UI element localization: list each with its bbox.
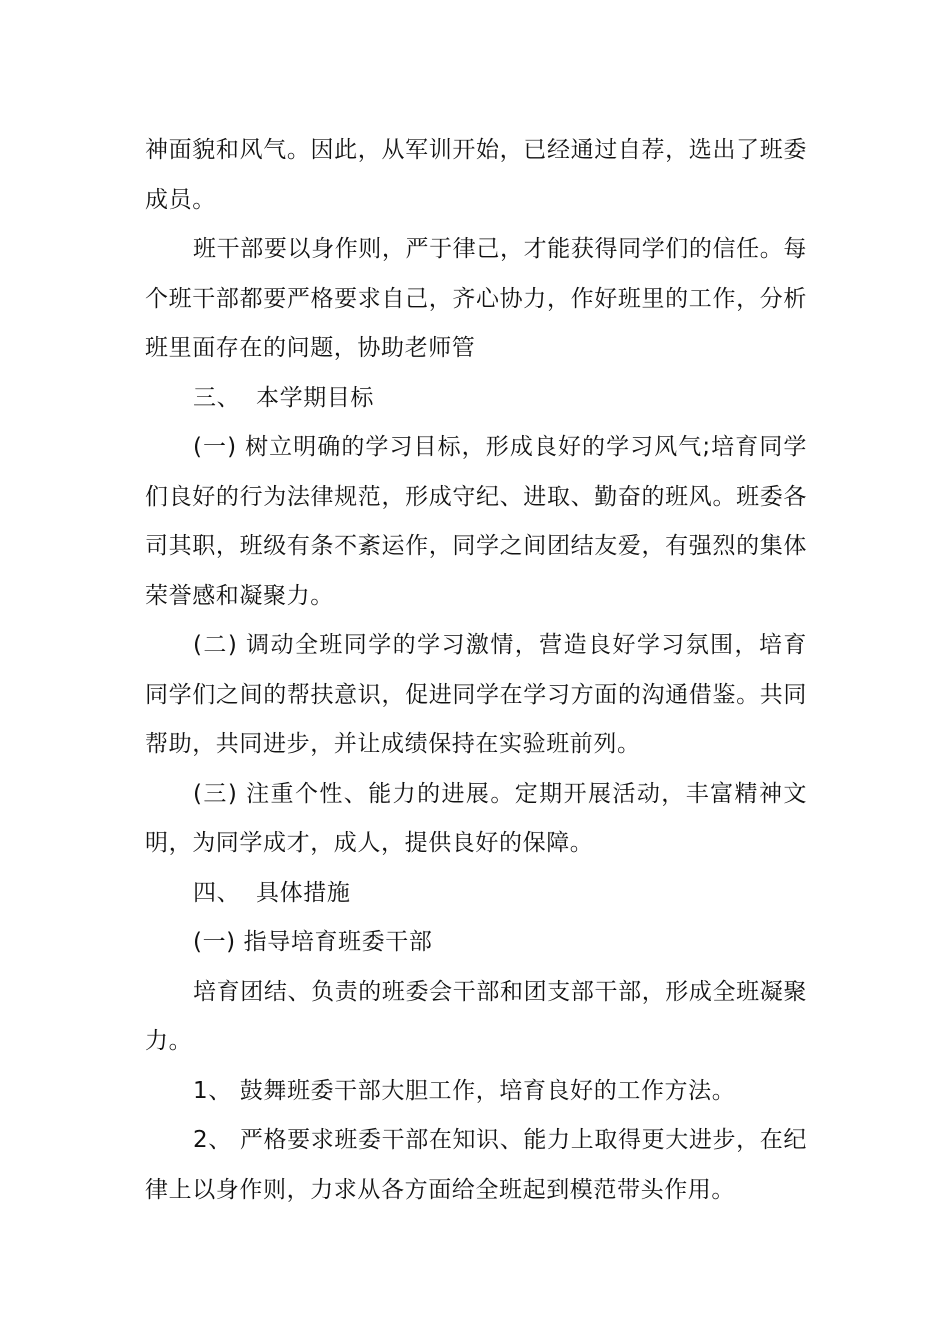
paragraph-goal-3: (三) 注重个性、能力的进展。定期开展活动，丰富精神文明，为同学成才，成人，提供良好的保障。 [145,780,807,856]
paragraph-goal-2: (二) 调动全班同学的学习激情，营造良好学习氛围，培育同学们之间的帮扶意识，促进同学在学习方面的沟通借鉴。共同帮助，共同进步，并让成绩保持在实验班前列。 [145,632,807,757]
section-heading-measures: 四、 具体措施 [193,879,351,906]
subheading-guide-cadres: (一) 指导培育班委干部 [193,929,433,955]
document-body [145,126,807,1215]
section-heading-semester-goals: 三、 本学期目标 [193,384,375,411]
paragraph-goal-1: (一) 树立明确的学习目标，形成良好的学习风气;培育同学们良好的行为法律规范，形成守纪、进取、勤奋的班风。班委各司其职，班级有条不紊运作，同学之间团结友爱，有强烈的集体荣誉感和凝聚力。 [145,434,807,609]
list-item-1: 1、 鼓舞班委干部大胆工作，培育良好的工作方法。 [193,1077,736,1104]
list-item-2: 2、 严格要求班委干部在知识、能力上取得更大进步，在纪律上以身作则，力求从各方面给全班起到模范带头作用。 [145,1127,807,1203]
paragraph-continued: 神面貌和风气。因此，从军训开始，已经通过自荐，选出了班委成员。 [145,137,807,213]
paragraph-cultivate-cadres: 培育团结、负责的班委会干部和团支部干部，形成全班凝聚力。 [145,978,807,1054]
paragraph-class-cadres: 班干部要以身作则，严于律己，才能获得同学们的信任。每个班干部都要严格要求自己，齐心协力，作好班里的工作，分析班里面存在的问题，协助老师管 [145,236,807,361]
